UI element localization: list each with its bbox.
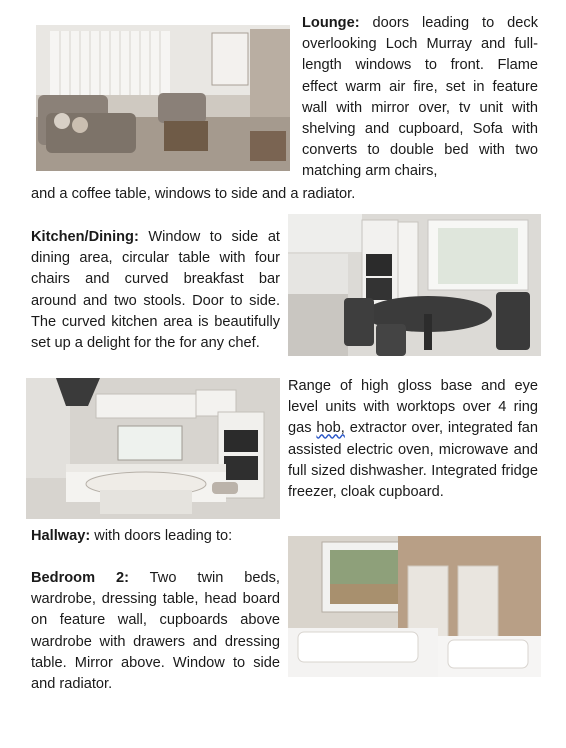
bedroom2-text: Two twin beds, wardrobe, dressing table, head board on feature wall, cupboards above wardrobe with drawers and dressing table. Mirror above. Window to side and radiator.	[31, 570, 280, 693]
lounge-continuation: and a coffee table, windows to side and a radiator.	[31, 186, 356, 202]
range-text-after: extractor over, integrated fan assisted electric oven, microwave and full sized dishwasher. Integrated fridge freezer, cloak cupboard.	[288, 420, 538, 501]
kitchen-text: Window to side at dining area, circular table with four chairs and curved breakfast bar around and two stools. Door to side. The curved kitchen area is beautifully set up a delight for the for any chef.	[31, 229, 280, 352]
bedroom2-description	[31, 568, 280, 695]
bedroom-photo	[288, 536, 541, 677]
kitchen-heading: Kitchen/Dining:	[31, 229, 139, 245]
hallway-text: with doors leading to:	[90, 528, 233, 544]
hob-word: hob,	[316, 420, 345, 437]
lounge-photo	[36, 25, 290, 171]
range-description	[288, 376, 538, 503]
lounge-description	[302, 13, 538, 183]
bedroom2-heading: Bedroom 2:	[31, 570, 129, 586]
lounge-heading: Lounge:	[302, 15, 360, 31]
lounge-text: doors leading to deck overlooking Loch Murray and full-length windows to front. Flame effect warm air fire, set in feature wall with mirror over, tv unit with shelving and cupboard, Sofa with converts to double bed with two matching arm chairs,	[302, 15, 538, 180]
kitchen-photo	[26, 378, 280, 519]
kitchen-description	[31, 227, 280, 354]
hallway-heading: Hallway:	[31, 528, 91, 544]
hallway-description	[31, 526, 280, 547]
range-text-before: Range of high gloss base and eye level units with worktops over 4 ring gas	[288, 378, 538, 437]
dining-photo	[288, 214, 541, 356]
